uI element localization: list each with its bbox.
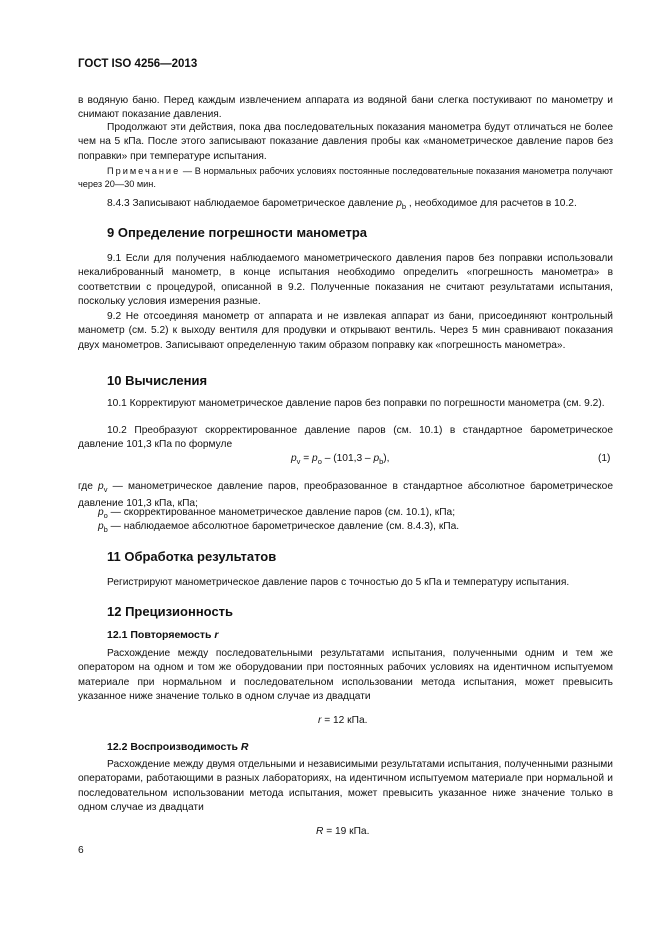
paragraph-10-2: 10.2 Преобразуют скорректированное давление паров (см. 10.1) в стандартное барометрическое давление 101,3 кПа по формуле xyxy=(78,425,613,451)
formula-repeatability: r = 12 кПа. xyxy=(318,715,368,726)
section-11-title: 11 Обработка результатов xyxy=(107,549,277,564)
paragraph-repeat-readings: Продолжают эти действия, пока два последовательных показания манометра будут отличаться не более чем на 5 кПа. После этого записывают показание давления пробы как «манометрическое давление паров без поправки» при температуре испытания. xyxy=(78,122,613,162)
note-label: Примечание xyxy=(107,166,181,176)
paragraph-8-4-3: 8.4.3 Записывают наблюдаемое барометрическое давление $p_b$ , необходимое для расчетов в 10.2. xyxy=(107,198,577,212)
formula-reproducibility: R = 19 кПа. xyxy=(316,826,370,837)
note xyxy=(78,165,613,191)
formula-1: $p_v = p_o - (101,3 - p_b)$, xyxy=(291,453,390,467)
paragraph-10-1: 10.1 Корректируют манометрическое давление паров без поправки по погрешности манометра (см. 9.2). xyxy=(107,398,605,409)
page-number: 6 xyxy=(78,845,84,856)
document-header: ГОСТ ISO 4256—2013 xyxy=(78,58,198,70)
where-2: $p_o$ — скорректированное манометрическое давление паров (см. 10.1), кПа; xyxy=(98,507,456,521)
paragraph-11: Регистрируют манометрическое давление паров с точностью до 5 кПа и температуру испытания. xyxy=(107,577,570,588)
note-text: — В нормальных рабочих условиях постоянные последовательные показания манометра получают через 20—30 мин. xyxy=(78,166,613,189)
paragraph-12-2: Расхождение между двумя отдельными и независимыми результатами испытания, полученными разными операторами, работающими в разных лабораториях, на идентичном испытуемом материале при нормальной и последовательном использовании метода испытания, может превысить указанное ниже значение только в одном случае из двадцати xyxy=(78,759,613,814)
paragraph-9-2: 9.2 Не отсоединяя манометр от аппарата и не извлекая аппарат из бани, присоединяют контрольный манометр (см. 5.2) к выходу вентиля для продувки и открывают вентиль. Через 5 мин сравнивают показания двух манометров. Записывают определенную таким образом поправку как «погрешность манометра». xyxy=(78,311,613,351)
where-1: где $p_v$ — манометрическое давление паров, преобразованное в стандартное абсолютное барометрическое давление 101,3 кПа, кПа; xyxy=(78,481,613,510)
section-12-title: 12 Прецизионность xyxy=(107,604,234,619)
paragraph-continued: в водяную баню. Перед каждым извлечением аппарата из водяной бани слегка постукивают по манометру и снимают показание давления. xyxy=(78,95,613,121)
formula-number: (1) xyxy=(598,453,611,464)
section-10-title: 10 Вычисления xyxy=(107,373,208,388)
paragraph-12-1: Расхождение между последовательными результатами испытания, полученными одним и тем же оператором на одном и том же оборудовании при постоянных рабочих условиях на идентичном испытуемом материале при нормальном и последовательном использовании метода испытания, может превысить указанное ниже значение только в одном случае из двадцати xyxy=(78,648,613,703)
where-3: $p_b$ — наблюдаемое абсолютное барометрическое давление (см. 8.4.3), кПа. xyxy=(98,521,460,535)
subsection-12-2-title: 12.2 Воспроизводимость R xyxy=(107,741,249,753)
section-9-title: 9 Определение погрешности манометра xyxy=(107,225,368,240)
subsection-12-1-title: 12.1 Повторяемость r xyxy=(107,629,219,641)
paragraph-9-1: 9.1 Если для получения наблюдаемого манометрического давления паров без поправки использовали некалиброванный манометр, в конце испытания необходимо определить «погрешность манометра» в соответствии с процедурой, описанной в 9.2. Полученные показания не считают результатами испытания, поскольку условия измерения разные. xyxy=(78,253,613,308)
